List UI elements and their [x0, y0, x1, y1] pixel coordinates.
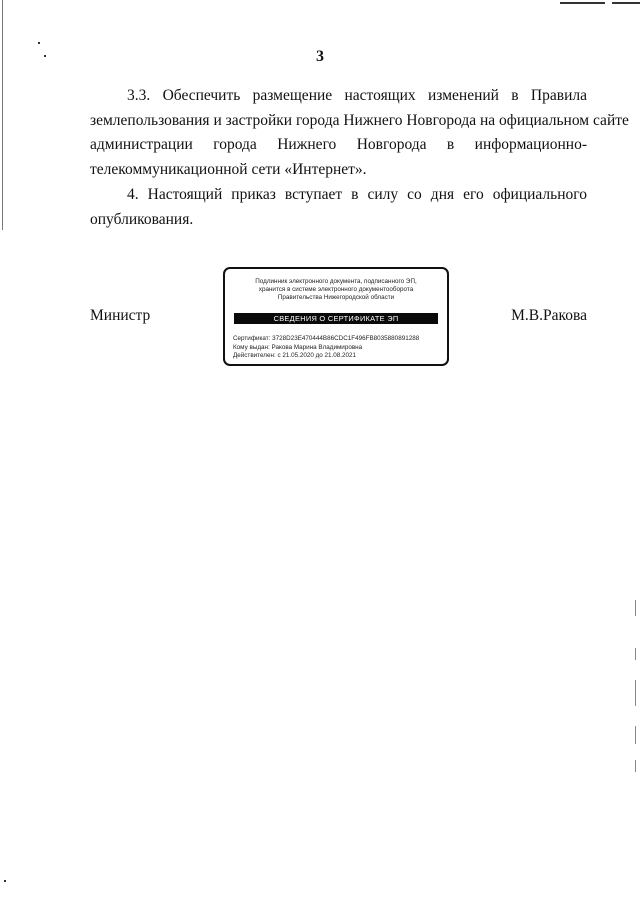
certificate-value: 3728D23E470444B86CDC1F496FB8035880891288 [272, 335, 420, 342]
electronic-signature-stamp [223, 267, 449, 366]
stamp-note-line: Правительства Нижегородской области [277, 294, 395, 301]
scan-mark [2, 0, 3, 230]
issued-to-label: Кому выдан: [233, 343, 270, 351]
scan-mark [635, 726, 636, 744]
stamp-header: СВЕДЕНИЯ О СЕРТИФИКАТЕ ЭП [234, 313, 438, 324]
stamp-note-line: Подлинник электронного документа, подписанного ЭП, [255, 278, 417, 285]
scan-mark [635, 680, 636, 706]
scan-mark [38, 42, 40, 44]
scan-mark [560, 2, 605, 4]
text-line: администрации города Нижнего Новгорода в информационно- [90, 136, 587, 153]
scan-mark [4, 880, 6, 882]
validity-row [233, 352, 419, 361]
page-number: 3 [316, 48, 324, 65]
paragraph-4 [90, 183, 587, 232]
text-line: телекоммуникационной сети «Интернет». [90, 160, 367, 178]
validity-value: с 21.05.2020 до 21.08.2021 [277, 352, 357, 359]
validity-label: Действителен: [233, 352, 276, 359]
signer-title: Министр [90, 307, 151, 324]
certificate-details [233, 335, 419, 361]
text-line: 3.3. Обеспечить размещение настоящих изменений в Правила [127, 87, 587, 104]
stamp-note [225, 278, 447, 302]
signer-name: М.В.Ракова [511, 307, 587, 324]
paragraph-3-3 [90, 84, 629, 182]
scan-mark [44, 55, 46, 57]
scan-mark [635, 600, 636, 616]
text-line: опубликования. [90, 210, 194, 228]
scan-mark [612, 2, 640, 4]
issued-to-value: Ракова Марина Владимировна [271, 343, 363, 351]
certificate-label: Сертификат: [233, 335, 271, 342]
issued-to-row [233, 344, 419, 353]
text-line: землепользования и застройки города Нижнего Новгорода на официальном сайте [90, 111, 629, 129]
stamp-note-line: хранится в системе электронного документооборота [258, 286, 414, 293]
certificate-row [233, 335, 419, 344]
scan-mark [635, 760, 636, 772]
scan-mark [635, 648, 636, 660]
text-line: 4. Настоящий приказ вступает в силу со дня его официального [127, 186, 587, 203]
